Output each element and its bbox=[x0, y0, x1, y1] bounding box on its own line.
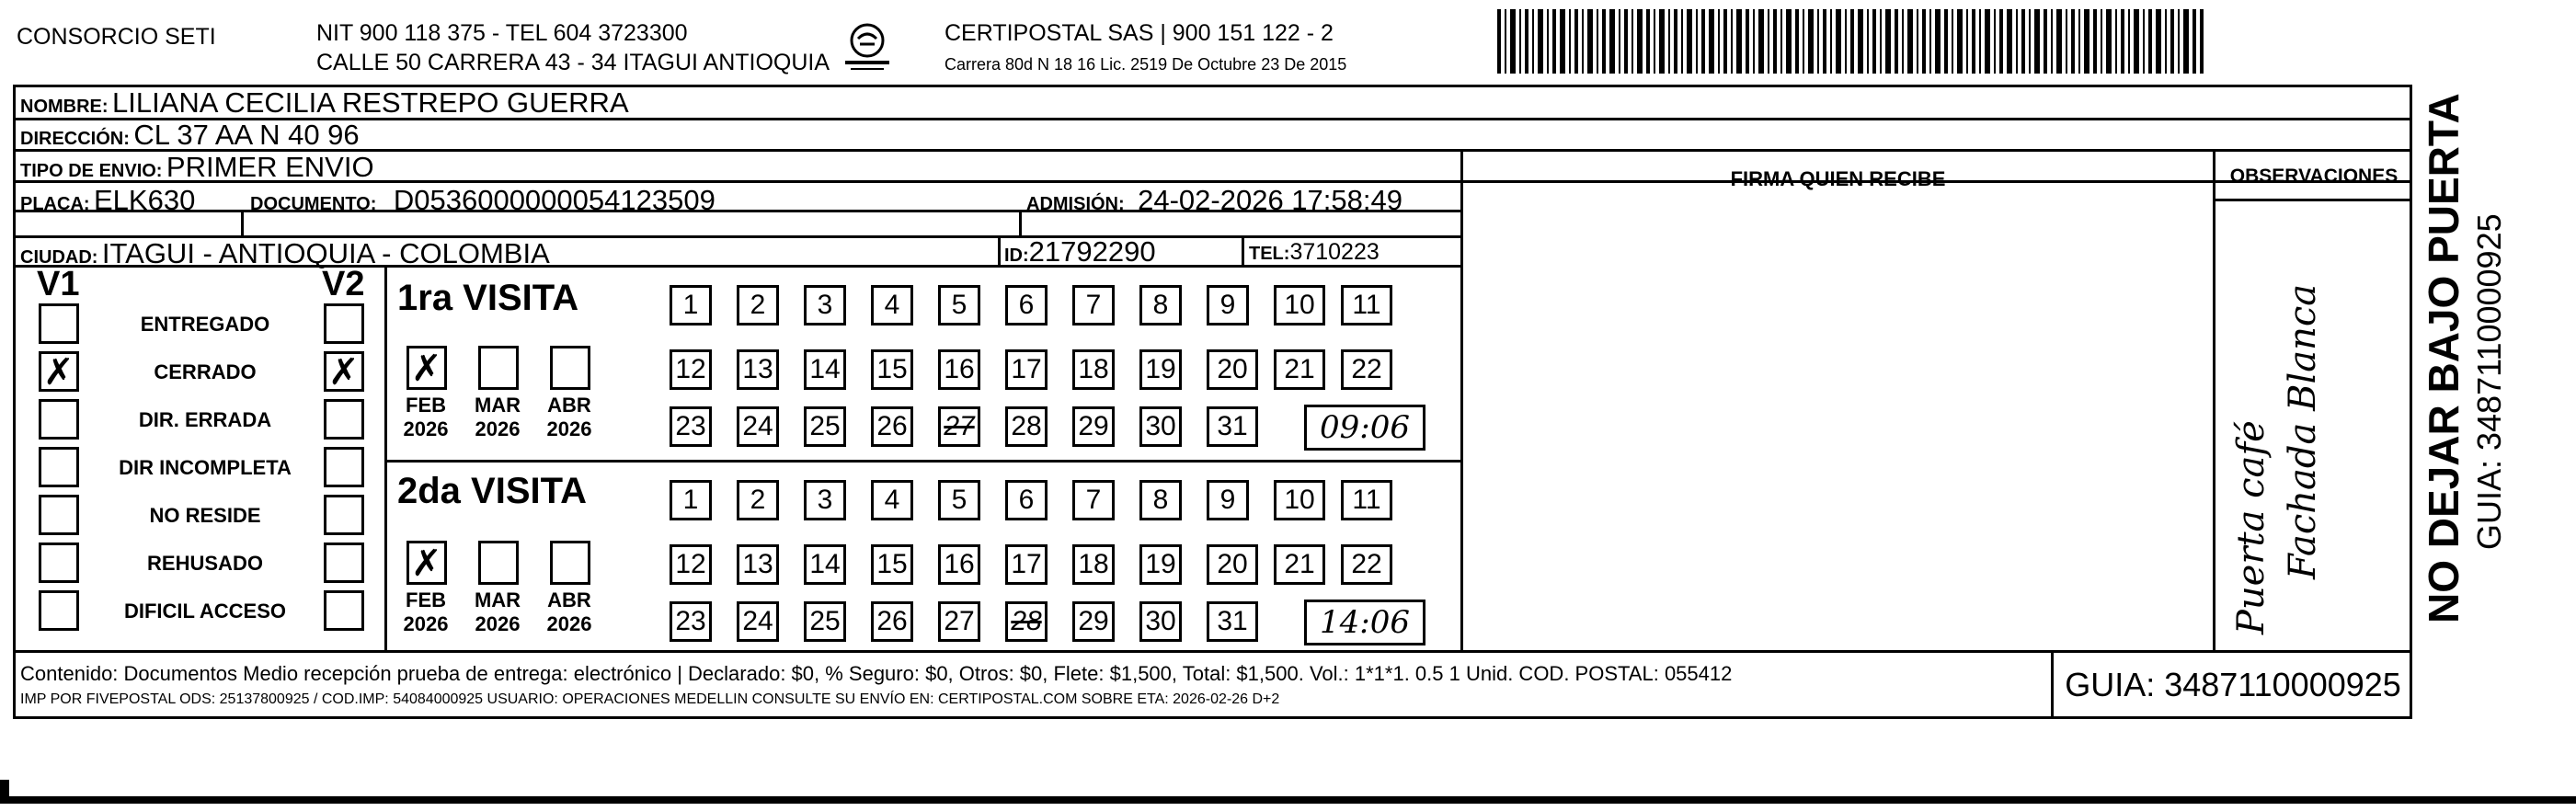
visit1-month-checkbox[interactable] bbox=[406, 346, 447, 390]
visit1-day-box[interactable]: 14 bbox=[804, 349, 846, 390]
footer-content-line: Contenido: Documentos Medio recepción prueba de entrega: electrónico | Declarado: $0, % Seguro: $0, Otros: $0, Flete: $1,500, Total: $1,500. Vol.: 1*1*1. 0.5 1 Unid. COD. POSTAL: 055412 bbox=[20, 662, 1733, 685]
carrier-line: CERTIPOSTAL SAS | 900 151 122 - 2 bbox=[945, 20, 1334, 46]
visit2-day-box[interactable]: 31 bbox=[1207, 601, 1258, 642]
month-year: 2026 bbox=[475, 417, 521, 440]
v2-checkbox[interactable] bbox=[324, 543, 364, 583]
observation-line-2: Fachada Blanca bbox=[2282, 283, 2324, 579]
visit1-day-box[interactable]: 12 bbox=[670, 349, 712, 390]
status-label: NO RESIDE bbox=[149, 504, 261, 527]
bottom-rule bbox=[0, 796, 2576, 804]
left-tick bbox=[0, 780, 9, 798]
visit1-title: 1ra VISITA bbox=[397, 278, 579, 318]
visit2-day-box[interactable]: 10 bbox=[1274, 480, 1325, 520]
admission-date: 24-02-2026 17:58:49 bbox=[1138, 184, 1402, 216]
visit1-day-box[interactable]: 17 bbox=[1005, 349, 1048, 390]
visit1-day-box[interactable]: 20 bbox=[1207, 349, 1258, 390]
company-name: CONSORCIO SETI bbox=[17, 24, 216, 50]
city-label: CIUDAD: bbox=[20, 247, 98, 268]
visit2-day-box[interactable]: 12 bbox=[670, 544, 712, 585]
visit1-month-checkbox[interactable] bbox=[550, 346, 590, 390]
month-name: MAR bbox=[474, 394, 521, 417]
month-year: 2026 bbox=[403, 612, 449, 635]
status-label: DIR. ERRADA bbox=[138, 408, 272, 431]
visit1-day-box[interactable]: 7 bbox=[1072, 285, 1115, 326]
visit2-day-box[interactable]: 23 bbox=[670, 601, 712, 642]
visit2-day-box[interactable]: 21 bbox=[1274, 544, 1325, 585]
v1-checkbox[interactable] bbox=[39, 543, 79, 583]
observations-header: OBSERVACIONES bbox=[2229, 166, 2399, 187]
recipient-address: CL 37 AA N 40 96 bbox=[133, 119, 360, 151]
license-line: Carrera 80d N 18 16 Lic. 2519 De Octubre 23 De 2015 bbox=[945, 55, 1347, 74]
signature-header: FIRMA QUIEN RECIBE bbox=[1730, 167, 1946, 190]
visit1-day-box[interactable]: 1 bbox=[670, 285, 712, 326]
status-label: CERRADO bbox=[154, 360, 257, 383]
visit2-day-box[interactable]: 28 bbox=[1005, 601, 1048, 642]
visit1-month-checkbox[interactable] bbox=[478, 346, 519, 390]
v2-check-mark: ✗ bbox=[328, 351, 360, 394]
visit1-day-box[interactable]: 18 bbox=[1072, 349, 1115, 390]
visit2-day-box[interactable]: 2 bbox=[737, 480, 779, 520]
visit1-day-box[interactable]: 10 bbox=[1274, 285, 1325, 326]
visit1-month-label bbox=[394, 394, 458, 441]
month-year: 2026 bbox=[403, 417, 449, 440]
visit1-day-box[interactable]: 24 bbox=[737, 406, 779, 447]
month-year: 2026 bbox=[546, 417, 592, 440]
document-label: DOCUMENTO: bbox=[250, 194, 377, 214]
visit1-day-box[interactable]: 15 bbox=[871, 349, 913, 390]
status-label: ENTREGADO bbox=[140, 313, 270, 336]
document-number: D0536000000054123509 bbox=[393, 184, 716, 216]
visit2-month-label bbox=[465, 588, 530, 636]
visit2-day-box[interactable]: 11 bbox=[1341, 480, 1392, 520]
visit1-day-box[interactable]: 26 bbox=[871, 406, 913, 447]
visit1-day-box[interactable]: 23 bbox=[670, 406, 712, 447]
visit1-day-box[interactable]: 5 bbox=[938, 285, 980, 326]
visit1-day-box[interactable]: 31 bbox=[1207, 406, 1258, 447]
city: ITAGUI - ANTIOQUIA - COLOMBIA bbox=[101, 237, 550, 269]
visit1-day-box[interactable]: 8 bbox=[1139, 285, 1182, 326]
visit2-day-box[interactable]: 18 bbox=[1072, 544, 1115, 585]
recipient-id: 21792290 bbox=[1028, 235, 1156, 268]
visit1-day-box[interactable]: 30 bbox=[1139, 406, 1182, 447]
visit2-month-checkbox[interactable] bbox=[550, 541, 590, 585]
status-label: DIFICIL ACCESO bbox=[123, 600, 286, 623]
visit2-day-box[interactable]: 6 bbox=[1005, 480, 1048, 520]
visit1-day-box[interactable]: 3 bbox=[804, 285, 846, 326]
visit1-day-box[interactable]: 6 bbox=[1005, 285, 1048, 326]
signature-area[interactable] bbox=[1463, 199, 2213, 650]
visit1-time-box[interactable]: 09:06 bbox=[1304, 405, 1425, 451]
plate-label: PLACA: bbox=[20, 194, 90, 214]
month-name: FEB bbox=[406, 394, 446, 417]
ship-type: PRIMER ENVIO bbox=[166, 151, 374, 183]
visit1-day-box[interactable]: 21 bbox=[1274, 349, 1325, 390]
visit1-day-box[interactable]: 22 bbox=[1341, 349, 1392, 390]
id-label: ID: bbox=[1004, 246, 1029, 266]
visit2-day-box[interactable]: 7 bbox=[1072, 480, 1115, 520]
visit2-day-box[interactable]: 27 bbox=[938, 601, 980, 642]
recipient-name: LILIANA CECILIA RESTREPO GUERRA bbox=[112, 86, 629, 119]
v1-checkbox[interactable] bbox=[39, 495, 79, 535]
visit2-title: 2da VISITA bbox=[397, 471, 587, 511]
visit2-day-box[interactable]: 13 bbox=[737, 544, 779, 585]
visit2-day-box[interactable]: 14 bbox=[804, 544, 846, 585]
status-label: REHUSADO bbox=[147, 552, 263, 575]
ship-type-label: TIPO DE ENVIO: bbox=[20, 161, 163, 181]
v2-checkbox[interactable] bbox=[324, 399, 364, 440]
address-line: CALLE 50 CARRERA 43 - 34 ITAGUI ANTIOQUIA bbox=[316, 50, 830, 75]
v1-checkbox[interactable] bbox=[39, 351, 79, 392]
visit1-month-label bbox=[537, 394, 601, 441]
visit1-day-box[interactable]: 11 bbox=[1341, 285, 1392, 326]
no-leave-under-door: NO DEJAR BAJO PUERTA bbox=[2420, 93, 2467, 623]
visit2-month-checkbox[interactable] bbox=[406, 541, 447, 585]
visit1-day-box[interactable]: 4 bbox=[871, 285, 913, 326]
visit2-month-checkbox[interactable] bbox=[478, 541, 519, 585]
v1-label: V1 bbox=[37, 265, 80, 303]
visit1-month-mark: ✗ bbox=[411, 348, 442, 390]
barcode bbox=[1497, 9, 2205, 74]
visit1-day-box[interactable]: 13 bbox=[737, 349, 779, 390]
visit2-time-box[interactable]: 14:06 bbox=[1304, 600, 1425, 645]
visit2-day-box[interactable]: 30 bbox=[1139, 601, 1182, 642]
visit1-day-box[interactable]: 2 bbox=[737, 285, 779, 326]
admission-label: ADMISIÓN: bbox=[1026, 194, 1125, 214]
v2-checkbox[interactable] bbox=[324, 495, 364, 535]
footer-print-line: IMP POR FIVEPOSTAL ODS: 25137800925 / COD.IMP: 54084000925 USUARIO: OPERACIONES MEDELLIN CONSULTE SU ENVÍO EN: CERTIPOSTAL.COM SOBRE ETA: 2026-02-26 D+2 bbox=[20, 691, 1280, 707]
month-name: FEB bbox=[406, 588, 446, 611]
visit2-day-box[interactable]: 26 bbox=[871, 601, 913, 642]
visit2-day-box[interactable]: 8 bbox=[1139, 480, 1182, 520]
visit2-day-box[interactable]: 24 bbox=[737, 601, 779, 642]
visit1-day-box[interactable]: 29 bbox=[1072, 406, 1115, 447]
v2-checkbox[interactable] bbox=[324, 351, 364, 392]
v1-checkbox[interactable] bbox=[39, 590, 79, 631]
visit1-month-label bbox=[465, 394, 530, 441]
visit2-day-box[interactable]: 5 bbox=[938, 480, 980, 520]
visit2-day-box[interactable]: 25 bbox=[804, 601, 846, 642]
v1-checkbox[interactable] bbox=[39, 303, 79, 344]
visit1-day-box[interactable]: 16 bbox=[938, 349, 980, 390]
visit2-day-box[interactable]: 20 bbox=[1207, 544, 1258, 585]
visit2-day-box[interactable]: 9 bbox=[1207, 480, 1249, 520]
plate: ELK630 bbox=[94, 184, 196, 216]
name-label: NOMBRE: bbox=[20, 97, 109, 117]
visit2-day-box[interactable]: 1 bbox=[670, 480, 712, 520]
v2-checkbox[interactable] bbox=[324, 590, 364, 631]
visit1-day-box[interactable]: 25 bbox=[804, 406, 846, 447]
month-name: ABR bbox=[547, 394, 591, 417]
tel-label: TEL: bbox=[1249, 244, 1290, 264]
month-name: MAR bbox=[474, 588, 521, 611]
visit1-day-box[interactable]: 9 bbox=[1207, 285, 1249, 326]
visit2-day-box[interactable]: 3 bbox=[804, 480, 846, 520]
v1-checkbox[interactable] bbox=[39, 447, 79, 487]
v2-checkbox[interactable] bbox=[324, 447, 364, 487]
visit2-day-box[interactable]: 15 bbox=[871, 544, 913, 585]
visit2-day-box[interactable]: 19 bbox=[1139, 544, 1182, 585]
recipient-tel: 3710223 bbox=[1289, 239, 1380, 265]
v2-checkbox[interactable] bbox=[324, 303, 364, 344]
visit2-day-box[interactable]: 4 bbox=[871, 480, 913, 520]
status-label: DIR INCOMPLETA bbox=[119, 456, 292, 479]
visit2-day-box[interactable]: 29 bbox=[1072, 601, 1115, 642]
side-guide-number: GUIA: 3487110000925 bbox=[2470, 213, 2508, 550]
visit2-month-label bbox=[394, 588, 458, 636]
v2-label: V2 bbox=[322, 265, 365, 303]
visit1-day-box[interactable]: 28 bbox=[1005, 406, 1048, 447]
visit2-day-box[interactable]: 17 bbox=[1005, 544, 1048, 585]
visit2-month-mark: ✗ bbox=[411, 543, 442, 585]
visit1-day-box[interactable]: 27 bbox=[938, 406, 980, 447]
visit2-day-box[interactable]: 22 bbox=[1341, 544, 1392, 585]
month-year: 2026 bbox=[475, 612, 521, 635]
visit1-day-box[interactable]: 19 bbox=[1139, 349, 1182, 390]
month-name: ABR bbox=[547, 588, 591, 611]
visit2-day-box[interactable]: 16 bbox=[938, 544, 980, 585]
v1-checkbox[interactable] bbox=[39, 399, 79, 440]
v1-check-mark: ✗ bbox=[43, 351, 74, 394]
address-label: DIRECCIÓN: bbox=[20, 129, 130, 149]
certipostal-logo bbox=[841, 20, 893, 75]
month-year: 2026 bbox=[546, 612, 592, 635]
observation-line-1: Puerta café bbox=[2230, 420, 2273, 634]
nit-line: NIT 900 118 375 - TEL 604 3723300 bbox=[316, 20, 688, 46]
visit2-month-label bbox=[537, 588, 601, 636]
footer-guide-number: GUIA: 3487110000925 bbox=[2065, 666, 2401, 703]
